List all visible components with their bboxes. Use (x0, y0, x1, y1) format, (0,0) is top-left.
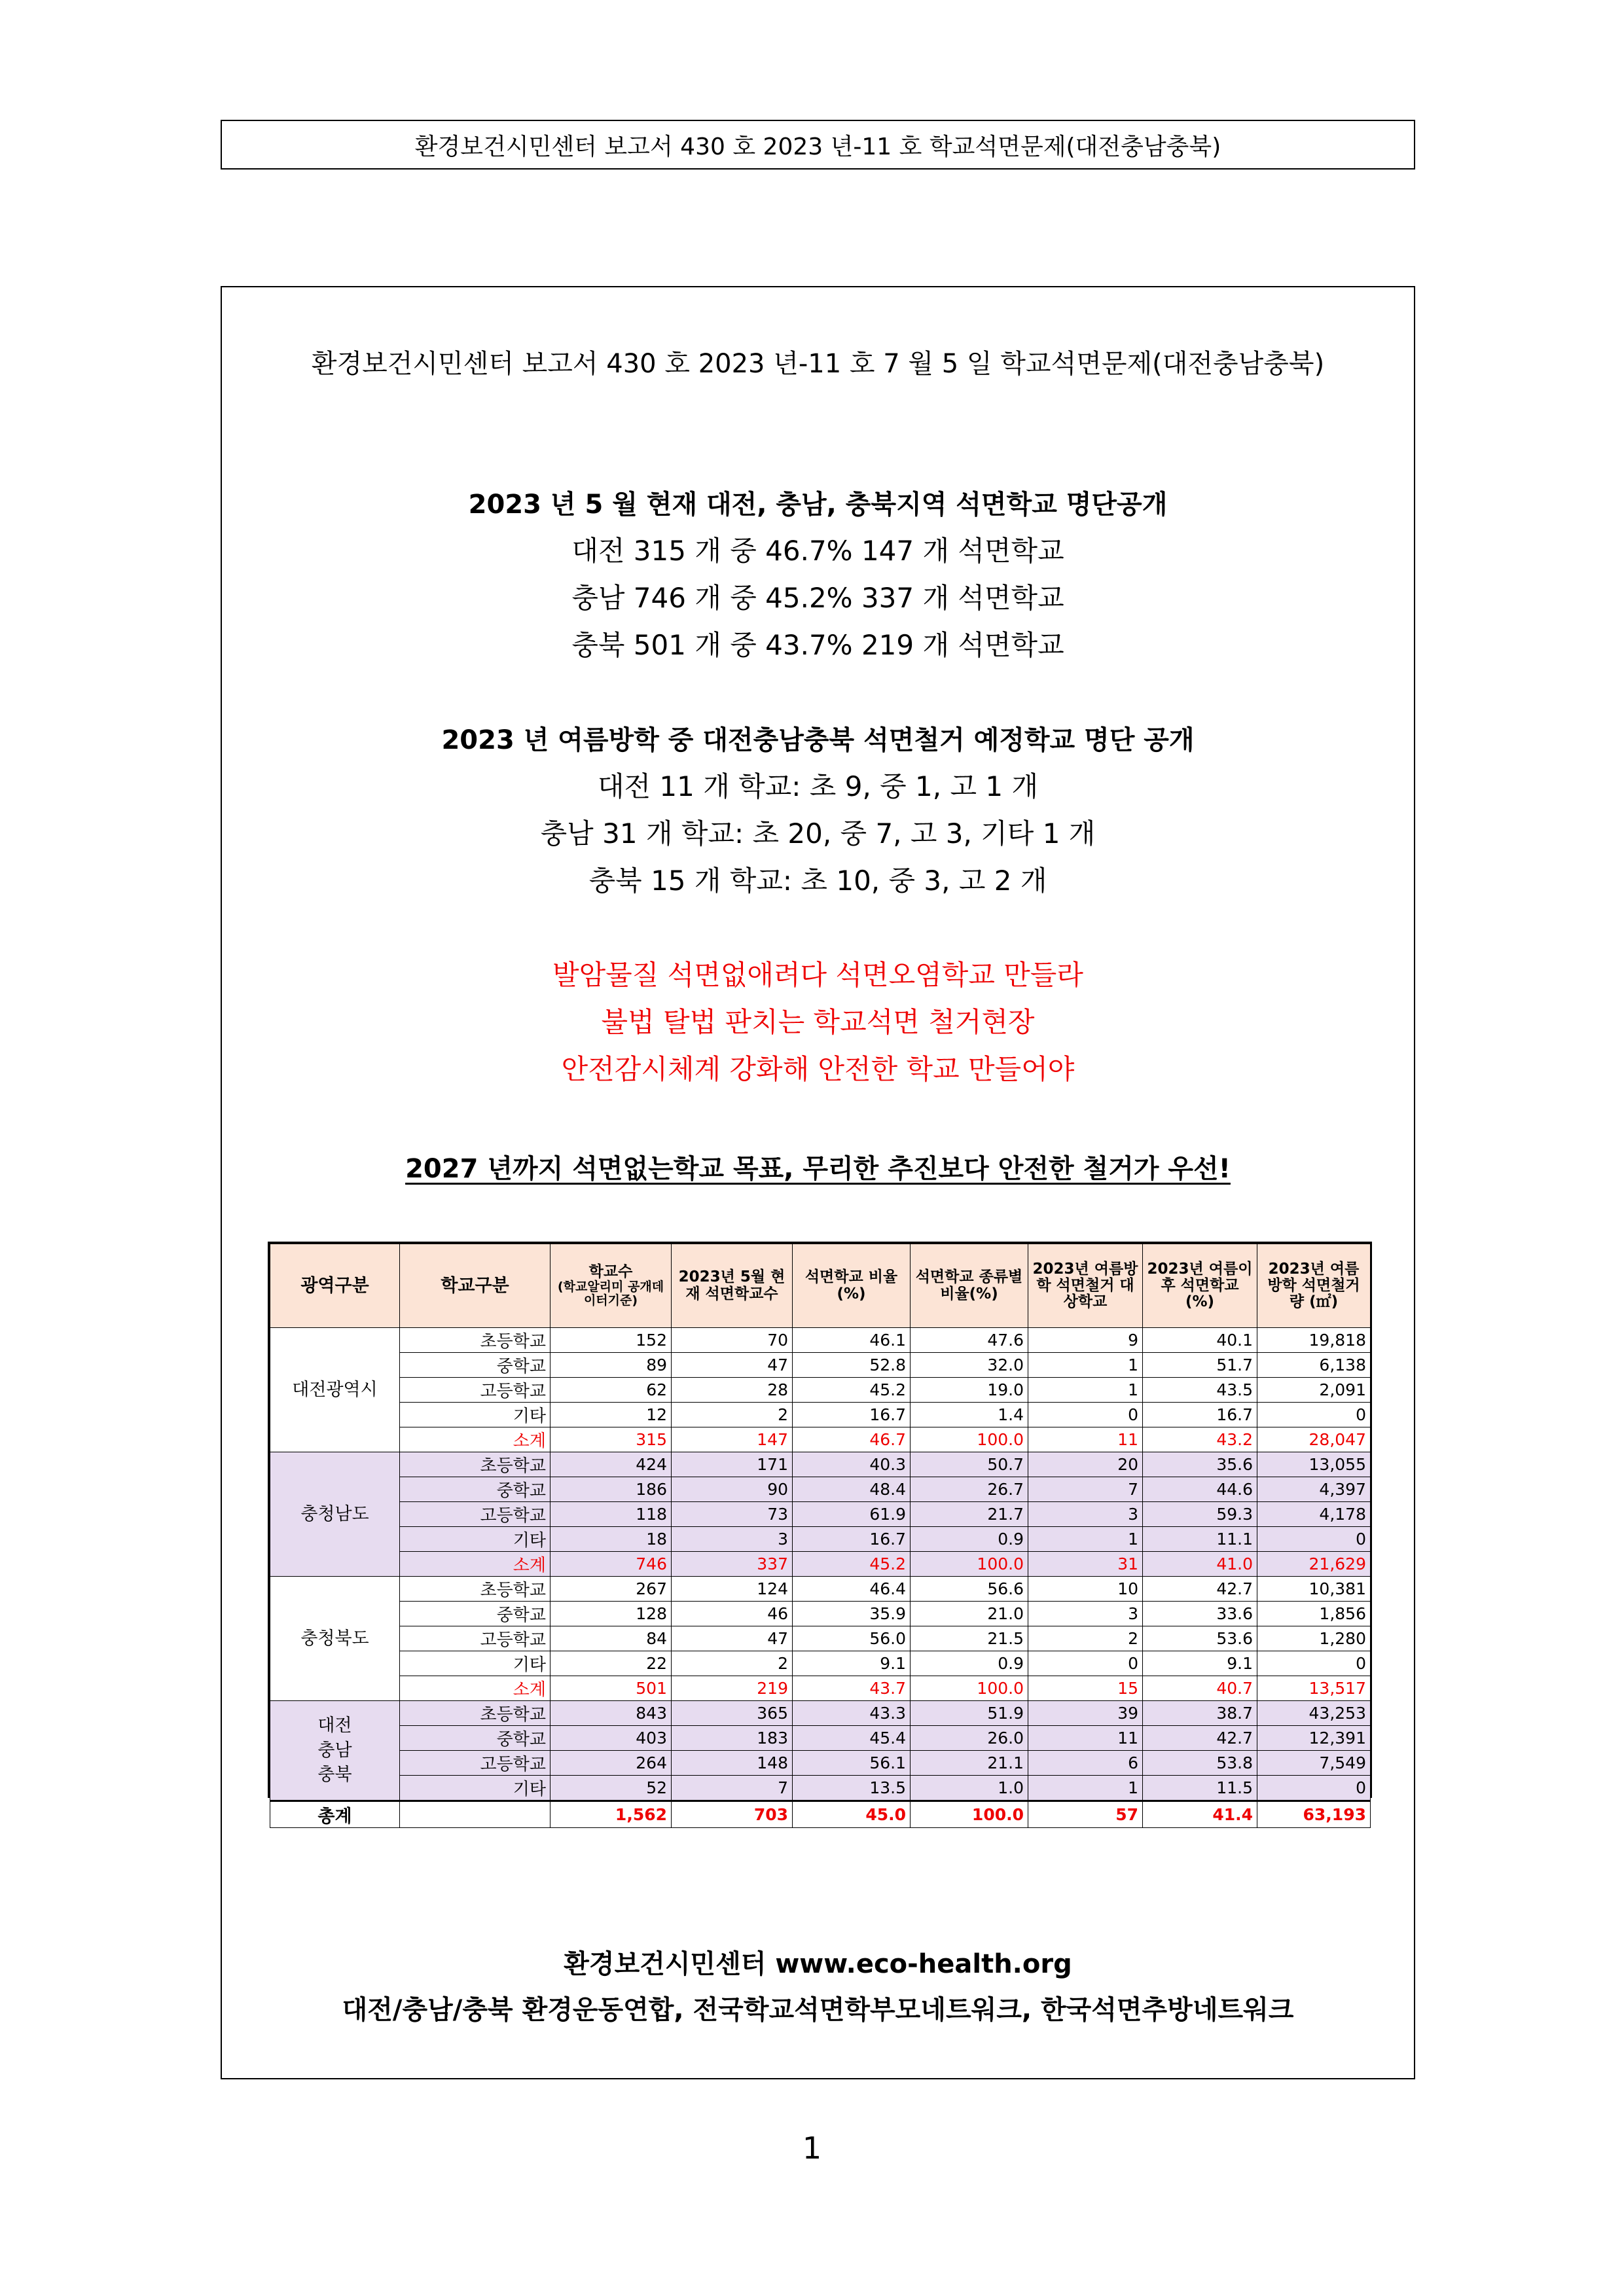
value-cell: 7 (672, 1776, 793, 1801)
table-row (270, 1726, 1371, 1751)
value-cell: 0 (1257, 1527, 1371, 1552)
value-cell: 13,055 (1257, 1452, 1371, 1477)
value-cell: 1 (1028, 1776, 1143, 1801)
value-cell: 47 (672, 1353, 793, 1378)
value-cell: 51.7 (1143, 1353, 1257, 1378)
value-cell: 0 (1028, 1403, 1143, 1427)
value-cell: 90 (672, 1477, 793, 1502)
value-cell: 3 (1028, 1502, 1143, 1527)
section2-line: 충북 15 개 학교: 초 10, 중 3, 고 2 개 (588, 865, 1047, 897)
table-row (270, 1403, 1371, 1427)
red-slogan: 불법 탈법 판치는 학교석면 철거현장 (601, 1006, 1035, 1038)
goal-statement (222, 1148, 1414, 1185)
col-header-count-sub: (학교알리미 공개데이터기준) (557, 1280, 664, 1308)
value-cell: 53.8 (1143, 1751, 1257, 1776)
value-cell: 4,397 (1257, 1477, 1371, 1502)
value-cell: 1.0 (911, 1776, 1028, 1801)
value-cell: 46.4 (793, 1577, 911, 1602)
value-cell: 13,517 (1257, 1676, 1371, 1701)
value-cell: 337 (672, 1552, 793, 1577)
col-header-after: 2023년 여름이후 석면학교(%) (1143, 1244, 1257, 1328)
value-cell: 46.1 (793, 1328, 911, 1353)
value-cell: 43,253 (1257, 1701, 1371, 1726)
value-cell: 186 (550, 1477, 672, 1502)
table-row (270, 1751, 1371, 1776)
total-value-cell: 57 (1028, 1801, 1143, 1828)
value-cell: 59.3 (1143, 1502, 1257, 1527)
value-cell: 43.5 (1143, 1378, 1257, 1403)
value-cell: 0 (1257, 1651, 1371, 1676)
value-cell: 20 (1028, 1452, 1143, 1477)
school-type-cell: 소계 (400, 1676, 550, 1701)
value-cell: 47 (672, 1626, 793, 1651)
value-cell: 128 (550, 1602, 672, 1626)
value-cell: 2 (672, 1651, 793, 1676)
value-cell: 56.1 (793, 1751, 911, 1776)
value-cell: 43.2 (1143, 1427, 1257, 1452)
total-empty-cell (400, 1801, 550, 1828)
table-row (270, 1626, 1371, 1651)
value-cell: 32.0 (911, 1353, 1028, 1378)
value-cell: 39 (1028, 1701, 1143, 1726)
value-cell: 40.7 (1143, 1676, 1257, 1701)
value-cell: 16.7 (793, 1527, 911, 1552)
value-cell: 89 (550, 1353, 672, 1378)
value-cell: 2,091 (1257, 1378, 1371, 1403)
total-value-cell: 1,562 (550, 1801, 672, 1828)
value-cell: 33.6 (1143, 1602, 1257, 1626)
value-cell: 4,178 (1257, 1502, 1371, 1527)
value-cell: 62 (550, 1378, 672, 1403)
value-cell: 73 (672, 1502, 793, 1527)
value-cell: 7 (1028, 1477, 1143, 1502)
value-cell: 1 (1028, 1378, 1143, 1403)
table-row (270, 1353, 1371, 1378)
value-cell: 1 (1028, 1353, 1143, 1378)
value-cell: 45.2 (793, 1552, 911, 1577)
section2-heading: 2023 년 여름방학 중 대전충남충북 석면철거 예정학교 명단 공개 (441, 725, 1195, 755)
section2-line: 대전 11 개 학교: 초 9, 중 1, 고 1 개 (597, 770, 1039, 802)
value-cell: 35.6 (1143, 1452, 1257, 1477)
value-cell: 2 (672, 1403, 793, 1427)
value-cell: 52.8 (793, 1353, 911, 1378)
value-cell: 267 (550, 1577, 672, 1602)
value-cell: 0.9 (911, 1527, 1028, 1552)
value-cell: 21.5 (911, 1626, 1028, 1651)
value-cell: 10,381 (1257, 1577, 1371, 1602)
school-type-cell: 고등학교 (400, 1378, 550, 1403)
school-type-cell: 초등학교 (400, 1577, 550, 1602)
school-type-cell: 고등학교 (400, 1751, 550, 1776)
value-cell: 9.1 (1143, 1651, 1257, 1676)
value-cell: 11.1 (1143, 1527, 1257, 1552)
school-type-cell: 기타 (400, 1403, 550, 1427)
table-subtotal-row (270, 1676, 1371, 1701)
value-cell: 403 (550, 1726, 672, 1751)
school-type-cell: 초등학교 (400, 1452, 550, 1477)
red-slogan: 발암물질 석면없애려다 석면오염학교 만들라 (552, 959, 1083, 991)
value-cell: 52 (550, 1776, 672, 1801)
total-label: 총계 (270, 1801, 400, 1828)
value-cell: 219 (672, 1676, 793, 1701)
value-cell: 11 (1028, 1427, 1143, 1452)
value-cell: 15 (1028, 1676, 1143, 1701)
value-cell: 21.1 (911, 1751, 1028, 1776)
value-cell: 38.7 (1143, 1701, 1257, 1726)
value-cell: 10 (1028, 1577, 1143, 1602)
section1-line: 충남 746 개 중 45.2% 337 개 석면학교 (571, 582, 1064, 614)
value-cell: 56.6 (911, 1577, 1028, 1602)
school-type-cell: 기타 (400, 1776, 550, 1801)
table-row (270, 1527, 1371, 1552)
value-cell: 50.7 (911, 1452, 1028, 1477)
goal-text: 2027 년까지 석면없는학교 목표, 무리한 추진보다 안전한 철거가 우선! (405, 1154, 1231, 1184)
value-cell: 43.3 (793, 1701, 911, 1726)
value-cell: 3 (1028, 1602, 1143, 1626)
value-cell: 100.0 (911, 1552, 1028, 1577)
school-type-cell: 초등학교 (400, 1328, 550, 1353)
school-type-cell: 초등학교 (400, 1701, 550, 1726)
value-cell: 21.7 (911, 1502, 1028, 1527)
total-value-cell: 100.0 (911, 1801, 1028, 1828)
table-row (270, 1577, 1371, 1602)
value-cell: 843 (550, 1701, 672, 1726)
value-cell: 264 (550, 1751, 672, 1776)
section1-line: 충북 501 개 중 43.7% 219 개 석면학교 (571, 629, 1064, 661)
value-cell: 12,391 (1257, 1726, 1371, 1751)
table-subtotal-row (270, 1427, 1371, 1452)
value-cell: 53.6 (1143, 1626, 1257, 1651)
total-value-cell: 63,193 (1257, 1801, 1371, 1828)
value-cell: 56.0 (793, 1626, 911, 1651)
value-cell: 9 (1028, 1328, 1143, 1353)
school-type-cell: 기타 (400, 1651, 550, 1676)
value-cell: 28,047 (1257, 1427, 1371, 1452)
col-header-count-main: 학교수 (588, 1263, 633, 1280)
value-cell: 1 (1028, 1527, 1143, 1552)
table-row (270, 1328, 1371, 1353)
value-cell: 42.7 (1143, 1577, 1257, 1602)
value-cell: 19,818 (1257, 1328, 1371, 1353)
value-cell: 26.0 (911, 1726, 1028, 1751)
value-cell: 26.7 (911, 1477, 1028, 1502)
page-number: 1 (802, 2130, 822, 2166)
table-row (270, 1378, 1371, 1403)
col-header-asbestos: 2023년 5월 현재 석면학교수 (672, 1244, 793, 1328)
col-header-target: 2023년 여름방학 석면철거 대상학교 (1028, 1244, 1143, 1328)
table-total-row (270, 1801, 1371, 1828)
value-cell: 1,856 (1257, 1602, 1371, 1626)
asbestos-school-table (268, 1242, 1372, 1827)
report-subtitle: 환경보건시민센터 보고서 430 호 2023 년-11 호 7 월 5 일 학교석면문제(대전충남충북) (311, 349, 1325, 379)
value-cell: 44.6 (1143, 1477, 1257, 1502)
school-type-cell: 중학교 (400, 1477, 550, 1502)
report-header: 환경보건시민센터 보고서 430 호 2023 년-11 호 학교석면문제(대전충남충북) (221, 120, 1415, 170)
value-cell: 0.9 (911, 1651, 1028, 1676)
total-value-cell: 703 (672, 1801, 793, 1828)
value-cell: 171 (672, 1452, 793, 1477)
value-cell: 46.7 (793, 1427, 911, 1452)
school-type-cell: 중학교 (400, 1353, 550, 1378)
value-cell: 100.0 (911, 1427, 1028, 1452)
footer-coalition: 대전/충남/충북 환경운동연합, 전국학교석면학부모네트워크, 한국석면추방네트워크 (342, 1995, 1294, 2025)
col-header-count (550, 1244, 672, 1328)
value-cell: 152 (550, 1328, 672, 1353)
section1-line: 대전 315 개 중 46.7% 147 개 석면학교 (571, 535, 1064, 567)
value-cell: 51.9 (911, 1701, 1028, 1726)
value-cell: 501 (550, 1676, 672, 1701)
table-row (270, 1651, 1371, 1676)
table-row (270, 1502, 1371, 1527)
table-row (270, 1701, 1371, 1726)
col-header-kind-ratio: 석면학교 종류별 비율(%) (911, 1244, 1028, 1328)
value-cell: 41.0 (1143, 1552, 1257, 1577)
value-cell: 100.0 (911, 1676, 1028, 1701)
value-cell: 40.1 (1143, 1328, 1257, 1353)
region-cell: 충청남도 (270, 1452, 400, 1577)
value-cell: 315 (550, 1427, 672, 1452)
value-cell: 48.4 (793, 1477, 911, 1502)
value-cell: 47.6 (911, 1328, 1028, 1353)
value-cell: 11 (1028, 1726, 1143, 1751)
total-value-cell: 45.0 (793, 1801, 911, 1828)
value-cell: 11.5 (1143, 1776, 1257, 1801)
value-cell: 22 (550, 1651, 672, 1676)
footer-org: 환경보건시민센터 www.eco-health.org (564, 1949, 1072, 1979)
value-cell: 3 (672, 1527, 793, 1552)
value-cell: 84 (550, 1626, 672, 1651)
table-subtotal-row (270, 1552, 1371, 1577)
value-cell: 21,629 (1257, 1552, 1371, 1577)
col-header-ratio: 석면학교 비율(%) (793, 1244, 911, 1328)
value-cell: 0 (1257, 1403, 1371, 1427)
value-cell: 42.7 (1143, 1726, 1257, 1751)
table-row (270, 1452, 1371, 1477)
report-body (221, 286, 1415, 2079)
table-row (270, 1776, 1371, 1801)
value-cell: 6 (1028, 1751, 1143, 1776)
school-type-cell: 고등학교 (400, 1626, 550, 1651)
value-cell: 7,549 (1257, 1751, 1371, 1776)
value-cell: 45.4 (793, 1726, 911, 1751)
total-value-cell: 41.4 (1143, 1801, 1257, 1828)
school-type-cell: 중학교 (400, 1726, 550, 1751)
value-cell: 61.9 (793, 1502, 911, 1527)
value-cell: 183 (672, 1726, 793, 1751)
value-cell: 1.4 (911, 1403, 1028, 1427)
value-cell: 18 (550, 1527, 672, 1552)
value-cell: 365 (672, 1701, 793, 1726)
school-type-cell: 소계 (400, 1427, 550, 1452)
school-type-cell: 기타 (400, 1527, 550, 1552)
value-cell: 45.2 (793, 1378, 911, 1403)
value-cell: 1,280 (1257, 1626, 1371, 1651)
value-cell: 12 (550, 1403, 672, 1427)
value-cell: 147 (672, 1427, 793, 1452)
value-cell: 424 (550, 1452, 672, 1477)
school-type-cell: 중학교 (400, 1602, 550, 1626)
value-cell: 124 (672, 1577, 793, 1602)
region-cell: 대전 충남 충북 (270, 1701, 400, 1801)
value-cell: 40.3 (793, 1452, 911, 1477)
value-cell: 0 (1028, 1651, 1143, 1676)
value-cell: 43.7 (793, 1676, 911, 1701)
value-cell: 19.0 (911, 1378, 1028, 1403)
region-cell: 충청북도 (270, 1577, 400, 1701)
section1-heading: 2023 년 5 월 현재 대전, 충남, 충북지역 석면학교 명단공개 (468, 490, 1168, 520)
value-cell: 21.0 (911, 1602, 1028, 1626)
table-row (270, 1602, 1371, 1626)
value-cell: 46 (672, 1602, 793, 1626)
col-header-type: 학교구분 (400, 1244, 550, 1328)
region-cell: 대전광역시 (270, 1328, 400, 1452)
value-cell: 118 (550, 1502, 672, 1527)
value-cell: 0 (1257, 1776, 1371, 1801)
table-row (270, 1477, 1371, 1502)
section2-line: 충남 31 개 학교: 초 20, 중 7, 고 3, 기타 1 개 (540, 817, 1096, 850)
value-cell: 9.1 (793, 1651, 911, 1676)
value-cell: 2 (1028, 1626, 1143, 1651)
value-cell: 746 (550, 1552, 672, 1577)
value-cell: 148 (672, 1751, 793, 1776)
red-slogan: 안전감시체계 강화해 안전한 학교 만들어야 (561, 1053, 1075, 1085)
col-header-region: 광역구분 (270, 1244, 400, 1328)
school-type-cell: 고등학교 (400, 1502, 550, 1527)
col-header-amount: 2023년 여름방학 석면철거량 (㎡) (1257, 1244, 1371, 1328)
school-type-cell: 소계 (400, 1552, 550, 1577)
value-cell: 28 (672, 1378, 793, 1403)
value-cell: 35.9 (793, 1602, 911, 1626)
value-cell: 16.7 (1143, 1403, 1257, 1427)
value-cell: 31 (1028, 1552, 1143, 1577)
value-cell: 70 (672, 1328, 793, 1353)
value-cell: 16.7 (793, 1403, 911, 1427)
value-cell: 6,138 (1257, 1353, 1371, 1378)
value-cell: 13.5 (793, 1776, 911, 1801)
table-header-row (270, 1244, 1371, 1328)
